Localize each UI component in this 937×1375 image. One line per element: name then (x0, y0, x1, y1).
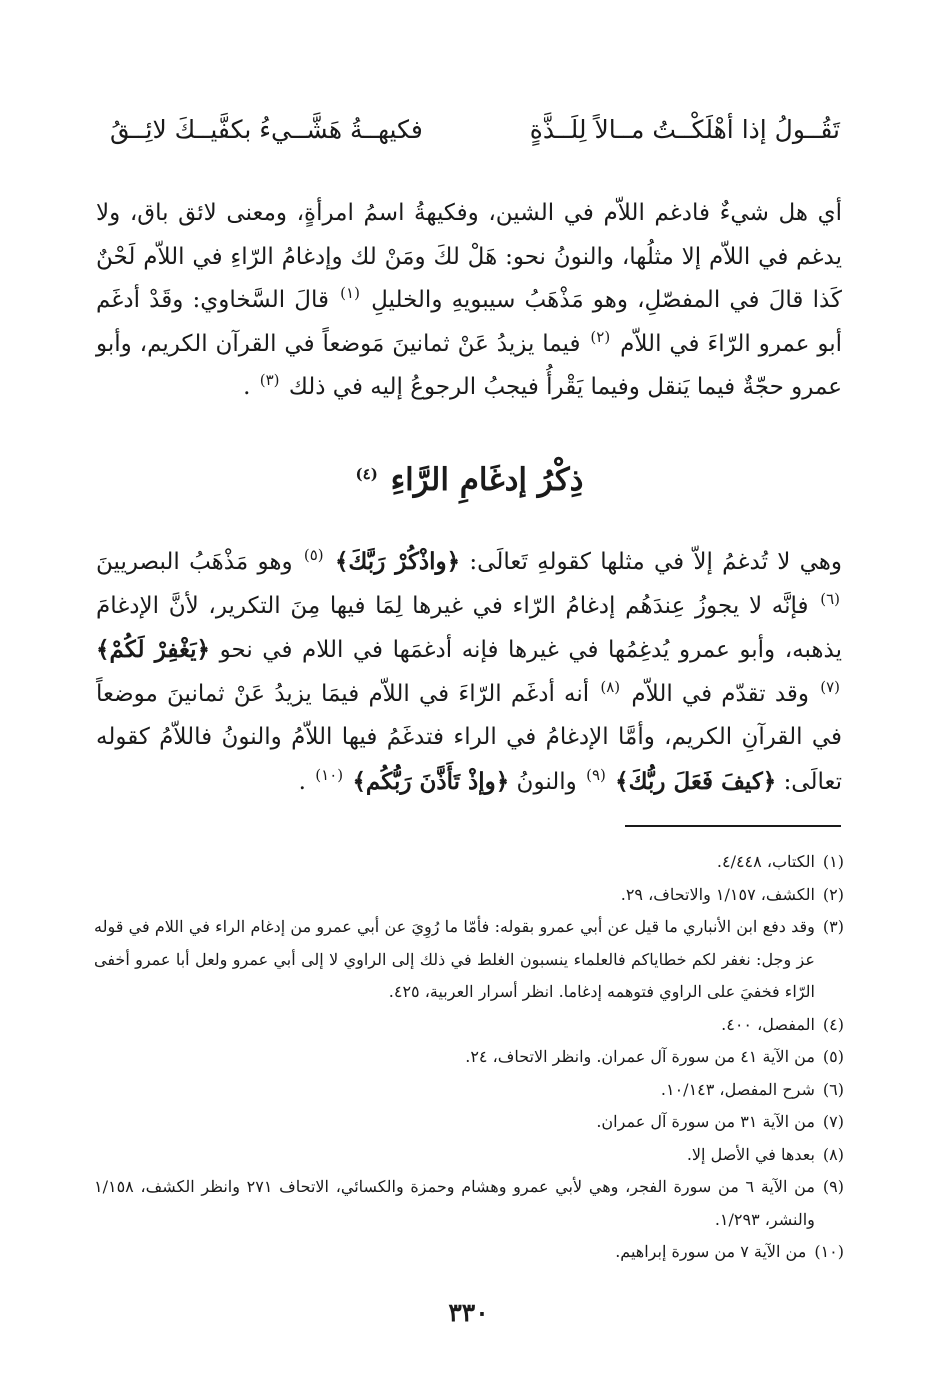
footnote-text: الكتاب، ٤/٤٤٨. (716, 852, 815, 871)
quran-quote: ﴿وإذْ تَأَذَّنَ رَبُّكُم﴾ (352, 767, 510, 795)
quran-quote: ﴿يَغْفِرْ لَكُمْ﴾ (96, 636, 211, 663)
footnote-number: (٨) (822, 1144, 844, 1164)
footnote-number: (٧) (822, 1112, 844, 1131)
footnote-item (94, 1139, 844, 1172)
footnote-item (94, 879, 844, 912)
footnote-number: (٥) (822, 1047, 844, 1066)
footnote-separator (625, 825, 841, 827)
page-number: ٣٣٠ (448, 1298, 489, 1327)
footnote-item (94, 1074, 844, 1107)
verse-first-hemistich: تَقُــولُ إذا أهْلَكْــتُ مــالاً لِلَــذَّةٍ (529, 115, 840, 144)
footnote-ref: (٥) (303, 546, 324, 565)
footnote-ref: (٢) (590, 327, 611, 346)
footnote-text: من الآية ٤١ من سورة آل عمران. وانظر الاتحاف، ٢٤. (465, 1047, 815, 1066)
footnote-item (94, 911, 844, 1009)
footnote-ref: (٩) (586, 765, 606, 784)
footnote-item (94, 1009, 844, 1042)
footnote-ref: (٨) (600, 677, 621, 696)
footnote-text: من الآية ٣١ من سورة آل عمران. (596, 1112, 815, 1131)
footnote-number: (٦) (822, 1079, 844, 1099)
footnote-text: وقد دفع ابن الأنباري ما قيل عن أبي عمرو بقوله: فأمّا ما رُوِيَ عن أبي عمرو من إدغام الراء في اللام في قوله عز وجل: نغفر لكم خطاياكم فالعلماء ينسبون الغلط في ذلك إلى الراوي لا إلى أبي عمرو ولعل أبا عمرو أخفى الرّاء فخفيَ على الراوي فتوهمه إدغاما. انظر أسرار العربية، ٤٢٥. (94, 917, 815, 1001)
footnote-text: المفصل، ٤٠٠. (721, 1014, 815, 1034)
footnote-text: بعدها في الأصل إلا. (686, 1144, 815, 1164)
footnote-ref: (٦) (820, 589, 840, 608)
paragraph-text: . (243, 374, 251, 400)
footnote-text: شرح المفصل، ١٠/١٤٣. (660, 1079, 815, 1099)
footnote-ref: (٧) (820, 677, 841, 696)
footnote-item (94, 1171, 844, 1236)
footnote-number: (١) (822, 852, 844, 871)
paragraph-text: فإنَّه لا يجوزُ عِندَهُم إدغامُ الرّاء في غيرها لِمَا فيها مِنَ التكرير، لأنَّ الإدغامَ يذهبه، وأبو عمرو يُدغِمُها في غيرها فإنه أدغمَها في اللام في نحو (96, 592, 842, 663)
footnote-ref: (٣) (259, 371, 280, 390)
footnote-number: (١٠) (814, 1242, 844, 1261)
section-heading (0, 455, 937, 505)
paragraph-text: وهي لا تُدغمُ إلاّ في مثلها كقولهِ تَعالَى: (469, 549, 843, 575)
footnote-item (94, 1106, 844, 1139)
paragraph-text: فيما يزيدُ عَنْ ثمانينَ مَوضعاً في القرآن الكريم، وأبو عمرو حجّةٌ فيما يَنقل وفيما يَقْرأُ فيجبُ الرجوعُ إليه في ذلك (96, 330, 842, 400)
footnote-number: (٢) (822, 884, 844, 904)
quran-quote: ﴿واذْكُرْ رَبَّكَ﴾ (334, 548, 461, 575)
footnote-text: من الآية ٦ من سورة الفجر، وهي لأبي عمرو وهشام وحمزة والكسائي، الاتحاف ٢٧١ وانظر الكشف، ١/١٥٨ والنشر، ١/٢٩٣. (94, 1177, 815, 1229)
footnote-ref: (٤) (355, 464, 378, 483)
paragraph-text: أنه أدغَم الرّاءَ في اللاّم فيمَا يزيدُ عَنْ ثمانينَ موضعاً في القرآنِ الكريم، وأمَّا الإدغامُ في الراء فتدغَمُ فيها اللاّمُ والنونُ فاللاّمُ كقوله تعالَى: (96, 680, 842, 795)
paragraph-text: والنونُ (516, 768, 577, 795)
paragraph-text: أي هل شيءٌ فادغم اللاّم في الشين، وفكيهةُ اسمُ امرأةٍ، ومعنى لائق باق، ولا يدغم في اللاّم إلا مثلُها، والنونُ نحو: هَلْ لكَ ومَنْ لك وإدغامُ الرّاءِ في اللاّم لَحْنٌ كَذا قالَ في المفصّلِ، وهو مَذْهَبُ سيبويهِ والخليلِ (96, 200, 842, 313)
paragraph-text: وقد تقدّم في اللاّم (631, 680, 810, 707)
footnote-item (94, 846, 844, 879)
footnote-text: من الآية ٧ من سورة إبراهيم. (615, 1242, 807, 1261)
footnote-ref: (١٠) (315, 765, 344, 784)
footnote-ref: (١) (340, 284, 360, 303)
quran-quote: ﴿كيفَ فَعَلَ ربُّكَ﴾ (615, 767, 777, 795)
footnote-text: الكشف، ١/١٥٧ والاتحاف، ٢٩. (620, 884, 815, 904)
footnotes-list (94, 846, 844, 1269)
footnote-item (94, 1236, 844, 1269)
footnote-item (94, 1041, 844, 1074)
paragraph-raa-assimilation (96, 540, 842, 804)
paragraph-text: . (298, 768, 306, 795)
verse-second-hemistich: فكيهــةُ هَشَّــيءُ بكفَّيــكَ لائِــقُ (110, 115, 423, 144)
poetry-verse (110, 108, 840, 158)
footnote-number: (٤) (822, 1014, 844, 1034)
footnote-number: (٩) (822, 1177, 844, 1196)
paragraph-verse-commentary (96, 192, 842, 410)
footnote-number: (٣) (822, 917, 844, 936)
paragraph-text: وهو مَذْهَبُ البصريينَ (96, 549, 293, 575)
section-title: ذِكْرُ إدغَامِ الرَّاءِ (390, 462, 584, 498)
paragraph-text: قالَ السَّخاوي: وقَدْ أدغَم أبو عمرو الرّاءَ في اللاّم (96, 287, 843, 357)
